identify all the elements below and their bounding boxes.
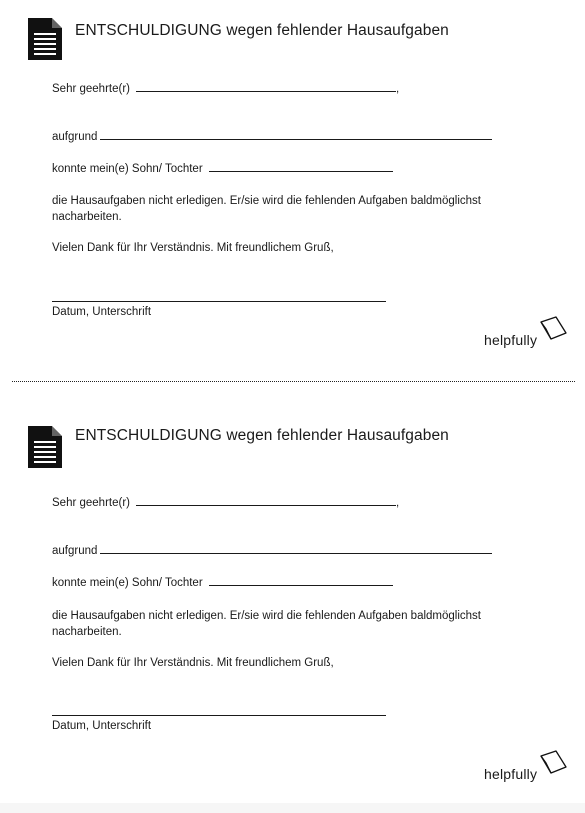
excuse-form-top — [0, 0, 585, 380]
salutation-blank[interactable] — [136, 90, 396, 92]
salutation-comma: , — [395, 497, 400, 509]
reason-blank[interactable] — [100, 552, 492, 554]
form-title: ENTSCHULDIGUNG wegen fehlender Hausaufgaben — [75, 22, 449, 39]
reason-row — [52, 545, 492, 557]
salutation-blank[interactable] — [136, 504, 396, 506]
reason-label: aufgrund — [52, 545, 98, 557]
excuse-form-bottom — [0, 414, 585, 794]
child-blank[interactable] — [209, 170, 393, 172]
body-text: die Hausaufgaben nicht erledigen. Er/sie wird die fehlenden Aufgaben baldmöglichst nacharbeiten. — [52, 610, 481, 638]
cut-line — [12, 381, 575, 382]
signature-label: Datum, Unterschrift — [52, 306, 152, 318]
salutation-row — [52, 83, 399, 95]
child-row — [52, 163, 393, 175]
reason-label: aufgrund — [52, 131, 98, 143]
signature-blank[interactable] — [52, 301, 386, 302]
salutation-label: Sehr geehrte(r) — [52, 83, 130, 95]
child-label: konnte mein(e) Sohn/ Tochter — [52, 577, 203, 589]
paper-airplane-icon — [538, 750, 568, 776]
closing-text: Vielen Dank für Ihr Verständnis. Mit freundlichem Gruß, — [52, 242, 334, 254]
salutation-label: Sehr geehrte(r) — [52, 497, 130, 509]
brand-logo-text: helpfully — [484, 766, 538, 782]
salutation-row — [52, 497, 399, 509]
form-title: ENTSCHULDIGUNG wegen fehlender Hausaufgaben — [75, 427, 449, 444]
paper-airplane-icon — [538, 316, 568, 342]
child-row — [52, 577, 393, 589]
brand-logo-text: helpfully — [484, 332, 538, 348]
child-label: konnte mein(e) Sohn/ Tochter — [52, 163, 203, 175]
reason-row — [52, 131, 492, 143]
signature-blank[interactable] — [52, 715, 386, 716]
signature-label: Datum, Unterschrift — [52, 720, 152, 732]
child-blank[interactable] — [209, 584, 393, 586]
salutation-comma: , — [395, 83, 400, 95]
page-bottom-edge — [0, 803, 585, 813]
document-icon — [28, 18, 62, 60]
document-icon — [28, 426, 62, 468]
closing-text: Vielen Dank für Ihr Verständnis. Mit freundlichem Gruß, — [52, 657, 334, 669]
body-text: die Hausaufgaben nicht erledigen. Er/sie wird die fehlenden Aufgaben baldmöglichst nacharbeiten. — [52, 195, 481, 223]
reason-blank[interactable] — [100, 138, 492, 140]
